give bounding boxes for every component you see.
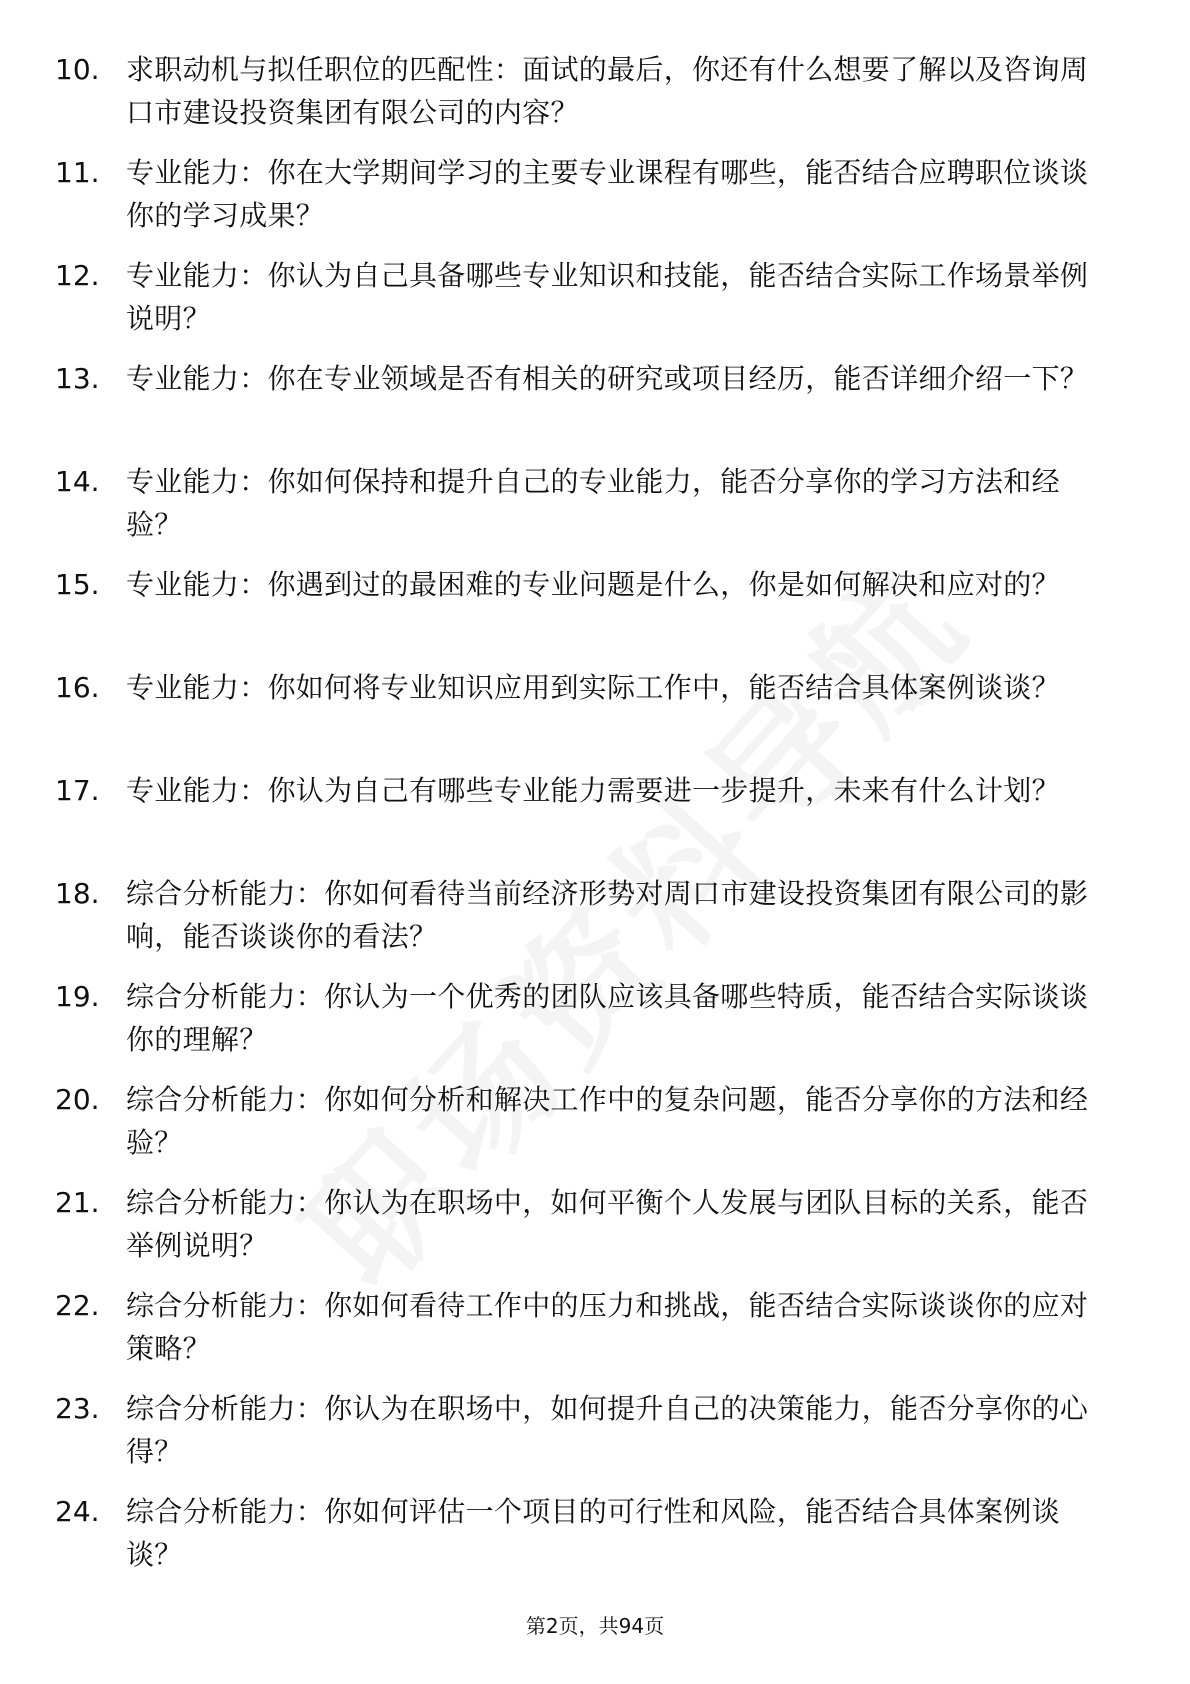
item-number: 14. <box>55 465 100 498</box>
item-text: 综合分析能力：你认为在职场中，如何平衡个人发展与团队目标的关系，能否举例说明？ <box>126 1186 1089 1262</box>
item-number: 17. <box>55 774 100 807</box>
item-number: 16. <box>55 671 100 704</box>
item-text: 综合分析能力：你认为一个优秀的团队应该具备哪些特质，能否结合实际谈谈你的理解？ <box>126 980 1089 1056</box>
list-item <box>55 1078 1115 1181</box>
item-text: 专业能力：你在专业领域是否有相关的研究或项目经历，能否详细介绍一下？ <box>126 362 1089 395</box>
item-text: 综合分析能力：你如何评估一个项目的可行性和风险，能否结合具体案例谈谈？ <box>126 1495 1060 1571</box>
list-item <box>55 48 1115 151</box>
list-item <box>55 563 1115 666</box>
list-item <box>55 254 1115 357</box>
item-text: 专业能力：你认为自己有哪些专业能力需要进一步提升，未来有什么计划？ <box>126 774 1060 807</box>
list-item <box>55 1284 1115 1387</box>
item-text: 专业能力：你在大学期间学习的主要专业课程有哪些，能否结合应聘职位谈谈你的学习成果？ <box>126 156 1089 232</box>
item-text: 综合分析能力：你如何看待工作中的压力和挑战，能否结合实际谈谈你的应对策略？ <box>126 1289 1089 1365</box>
item-number: 21. <box>55 1186 100 1219</box>
item-text: 综合分析能力：你认为在职场中，如何提升自己的决策能力，能否分享你的心得？ <box>126 1392 1089 1468</box>
list-item <box>55 666 1115 769</box>
item-text: 专业能力：你如何保持和提升自己的专业能力，能否分享你的学习方法和经验？ <box>126 465 1060 541</box>
page-footer: 第2页，共94页 <box>525 1614 665 1638</box>
item-number: 19. <box>55 980 100 1013</box>
item-number: 12. <box>55 259 100 292</box>
item-text: 综合分析能力：你如何分析和解决工作中的复杂问题，能否分享你的方法和经验？ <box>126 1083 1089 1159</box>
item-text: 专业能力：你如何将专业知识应用到实际工作中，能否结合具体案例谈谈？ <box>126 671 1060 704</box>
item-text: 综合分析能力：你如何看待当前经济形势对周口市建设投资集团有限公司的影响，能否谈谈你的看法？ <box>126 877 1089 953</box>
item-text: 专业能力：你认为自己具备哪些专业知识和技能，能否结合实际工作场景举例说明？ <box>126 259 1089 335</box>
item-number: 22. <box>55 1289 100 1322</box>
item-number: 13. <box>55 362 100 395</box>
list-item <box>55 1387 1115 1490</box>
item-number: 11. <box>55 156 100 189</box>
item-number: 23. <box>55 1392 100 1425</box>
item-number: 15. <box>55 568 100 601</box>
list-item <box>55 357 1115 460</box>
item-number: 20. <box>55 1083 100 1116</box>
item-number: 24. <box>55 1495 100 1528</box>
list-item <box>55 1181 1115 1284</box>
list-item <box>55 460 1115 563</box>
list-item <box>55 1490 1115 1593</box>
list-item <box>55 975 1115 1078</box>
list-item <box>55 872 1115 975</box>
list-item <box>55 769 1115 872</box>
list-item <box>55 151 1115 254</box>
item-number: 18. <box>55 877 100 910</box>
question-list <box>55 48 1115 1593</box>
item-text: 求职动机与拟任职位的匹配性：面试的最后，你还有什么想要了解以及咨询周口市建设投资集团有限公司的内容？ <box>126 53 1089 129</box>
item-text: 专业能力：你遇到过的最困难的专业问题是什么，你是如何解决和应对的？ <box>126 568 1060 601</box>
item-number: 10. <box>55 53 100 86</box>
